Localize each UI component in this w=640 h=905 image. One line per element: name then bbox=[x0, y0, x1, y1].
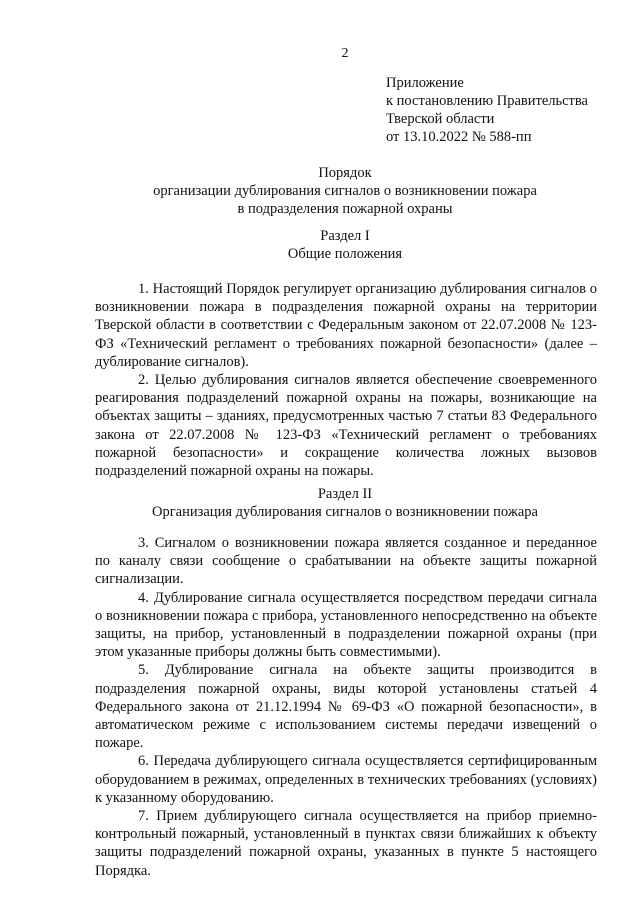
section-number: Раздел I bbox=[320, 228, 370, 244]
paragraph: 5. Дублирование сигнала на объекте защиты производится в подразделения пожарной охраны, виды которой установлены статьей 4 Федерального закона от 21.12.1994 № 69-ФЗ «О пожарной безопасности», в автоматическом режиме с использованием системы передачи извещений о пожаре. bbox=[95, 662, 597, 752]
section-number: Раздел II bbox=[317, 486, 373, 502]
section-1-heading bbox=[95, 227, 595, 263]
section-2-heading bbox=[95, 485, 595, 521]
appendix-line: Тверской области bbox=[386, 111, 495, 127]
title-line: в подразделения пожарной охраны bbox=[237, 201, 453, 217]
document-title bbox=[95, 164, 595, 218]
appendix-line: к постановлению Правительства bbox=[386, 93, 588, 109]
paragraph: 4. Дублирование сигнала осуществляется посредством передачи сигнала о возникновении пожара с прибора, установленного непосредственно на объекте защиты, на прибор, установленный в подразделении пожарной охраны (при этом указанные приборы должны быть совместимыми). bbox=[95, 589, 597, 661]
page-number: 2 bbox=[341, 46, 349, 61]
paragraph: 6. Передача дублирующего сигнала осуществляется сертифицированным оборудованием в режимах, определенных в технических требованиях (условиях) к указанному оборудованию. bbox=[95, 753, 597, 806]
paragraph: 2. Целью дублирования сигналов является обеспечение своевременного реагирования подразделений пожарной охраны на пожары, возникающие на объектах защиты – зданиях, предусмотренных частью 7 статьи 83 Федерального закона от 22.07.2008 № 123-ФЗ «Технический регламент о требованиях пожарной безопасности» и сокращение количества ложных вызовов подразделений пожарной охраны на пожары. bbox=[95, 372, 597, 480]
appendix-header bbox=[386, 74, 588, 146]
paragraph: 7. Прием дублирующего сигнала осуществляется на прибор приемно-контрольный пожарный, установленный в пунктах связи ближайших к объекту защиты подразделений пожарной охраны, указанных в пункте 5 настоящего Порядка. bbox=[95, 808, 597, 879]
section-1-body bbox=[95, 280, 597, 480]
section-2-body bbox=[95, 534, 597, 880]
appendix-line: от 13.10.2022 № 588-пп bbox=[386, 129, 532, 145]
paragraph: 1. Настоящий Порядок регулирует организацию дублирования сигналов о возникновении пожара в подразделения пожарной охраны на территории Тверской области в соответствии с Федеральным законом от 22.07.2008 № 123-ФЗ «Технический регламент о требованиях пожарной безопасности» (далее – дублирование сигналов). bbox=[95, 281, 597, 370]
title-line: организации дублирования сигналов о возникновении пожара bbox=[153, 183, 537, 199]
section-title: Общие положения bbox=[287, 246, 403, 262]
appendix-line: Приложение bbox=[386, 75, 464, 91]
paragraph: 3. Сигналом о возникновении пожара является созданное и переданное по каналу связи сообщение о срабатывании на объекте защиты пожарной сигнализации. bbox=[95, 535, 597, 588]
section-title: Организация дублирования сигналов о возникновении пожара bbox=[152, 504, 538, 520]
title-line: Порядок bbox=[318, 165, 372, 181]
